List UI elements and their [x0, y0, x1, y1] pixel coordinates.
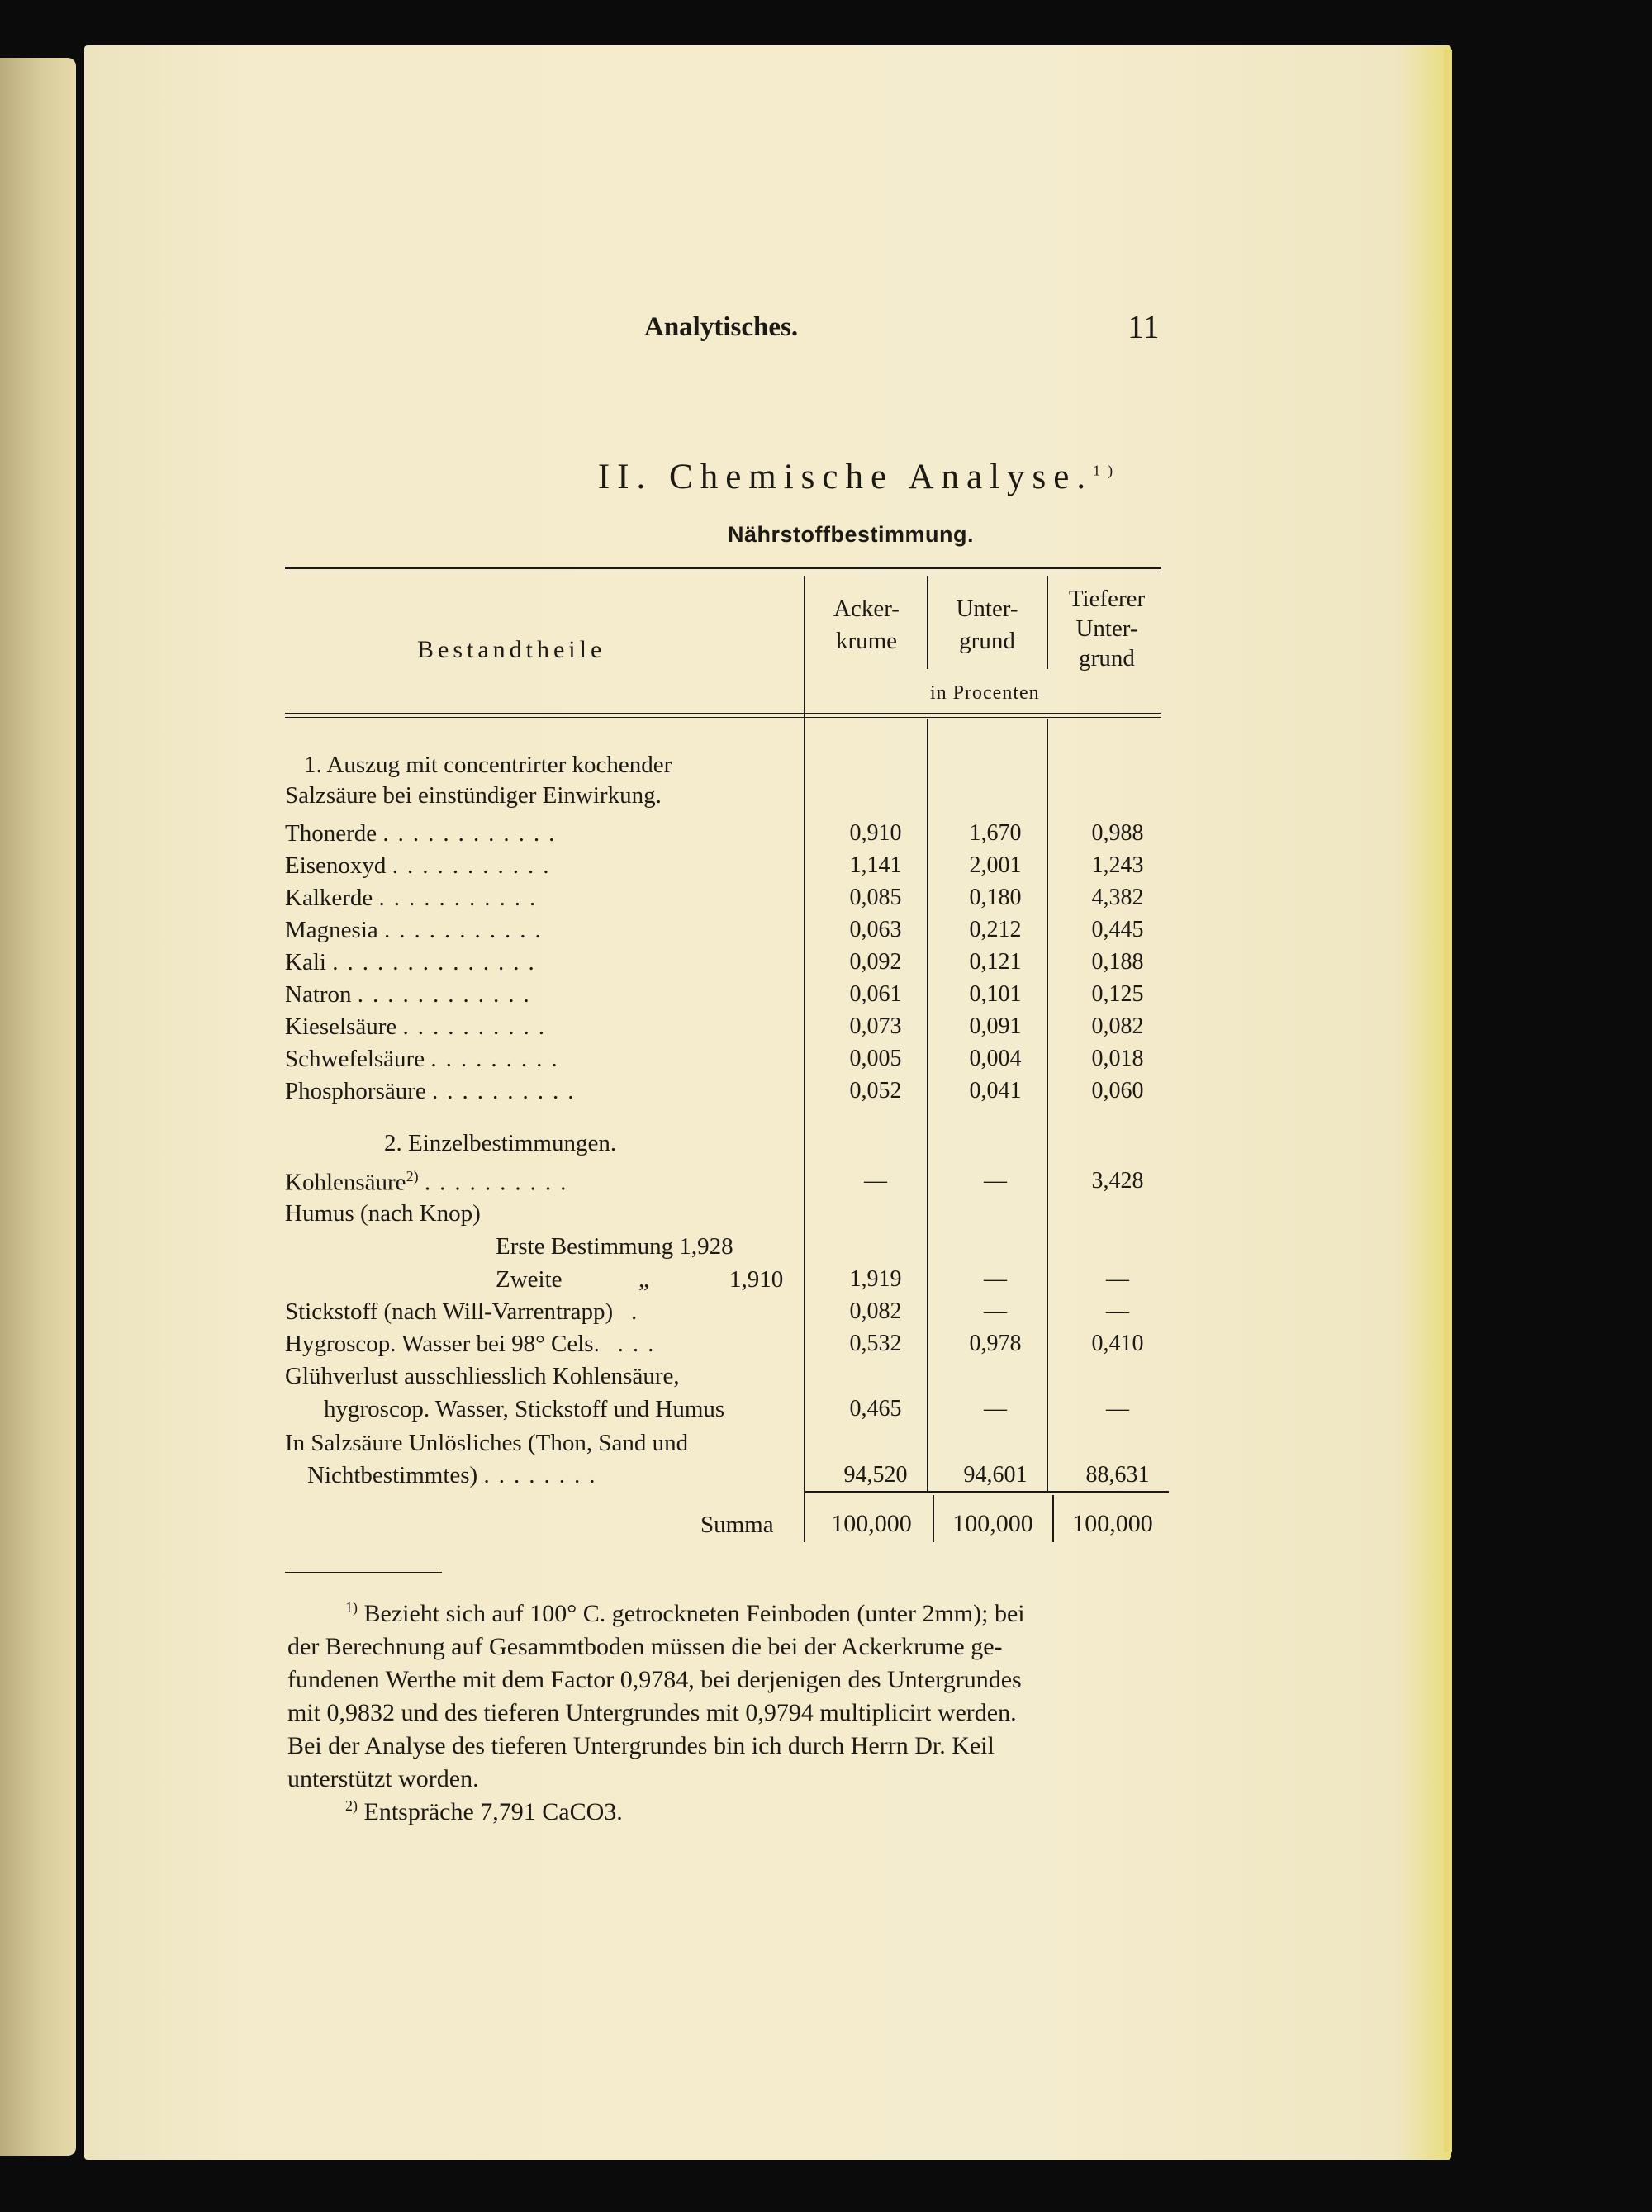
- table-cell: 0,988: [1091, 820, 1144, 846]
- table-cell: 1,141: [849, 852, 902, 878]
- table-cell: 0,910: [849, 820, 902, 846]
- table-cell: —: [1106, 1266, 1129, 1292]
- column-header-untergrund: Unter- grund: [956, 596, 1018, 654]
- table-row-label: Kohlensäure$^{2)}$ ..........: [285, 1168, 576, 1196]
- table-row-label: Hygroscop. Wasser bei 98° Cels. ...: [285, 1331, 663, 1357]
- table-row-label: Phosphorsäure ..........: [285, 1078, 583, 1104]
- table-cell: 1,243: [1091, 852, 1144, 878]
- table-cell: 0,212: [969, 917, 1022, 942]
- page-number: 11: [1127, 308, 1160, 345]
- summa-cell: 100,000: [952, 1510, 1033, 1537]
- table-cell: 0,121: [969, 949, 1022, 975]
- table-cell: 0,091: [969, 1013, 1022, 1039]
- summa-cell: 100,000: [1072, 1510, 1153, 1537]
- table-cell: —: [1106, 1298, 1129, 1324]
- column-divider-2-head: [1047, 576, 1048, 669]
- summa-label: Summa: [700, 1512, 774, 1538]
- table-row-label: Kali ..............: [285, 949, 544, 975]
- table-cell: 0,073: [849, 1013, 902, 1039]
- table-row-label: In Salzsäure Unlösliches (Thon, Sand und: [285, 1430, 689, 1456]
- table-row-label: Glühverlust ausschliesslich Kohlensäure,: [285, 1363, 680, 1389]
- table-cell: —: [1106, 1396, 1129, 1422]
- summa-divider-2: [1052, 1495, 1054, 1542]
- column-header-ackerkrume: Acker- krume: [833, 596, 900, 654]
- running-header-title: Analytisches.: [644, 312, 799, 342]
- table-cell: 0,445: [1091, 917, 1144, 942]
- table-cell: —: [984, 1266, 1007, 1292]
- table-cell: 0,465: [849, 1396, 902, 1422]
- summa-rule: [805, 1491, 1169, 1493]
- table-cell: —: [984, 1168, 1007, 1194]
- humus-second-label: Zweite: [496, 1266, 563, 1293]
- facing-page-edge: [0, 58, 76, 2156]
- table-row-label-cont: hygroscop. Wasser, Stickstoff und Humus: [324, 1396, 725, 1422]
- table-cell: 0,092: [849, 949, 902, 975]
- table-row-label: Schwefelsäure .........: [285, 1046, 567, 1072]
- humus-first-determination: Erste Bestimmung 1,928: [496, 1233, 733, 1260]
- table-cell: 94,601: [963, 1462, 1028, 1488]
- page-fore-edge: [1444, 50, 1452, 2152]
- table-row-label: Eisenoxyd ...........: [285, 852, 558, 879]
- group1-heading-line1: 1. Auszug mit concentrirter kochender: [304, 752, 672, 778]
- summa-cell: 100,000: [831, 1510, 912, 1537]
- footnote-rule: [285, 1572, 442, 1573]
- table-cell: 94,520: [843, 1462, 908, 1488]
- table-row-label-cont: Nichtbestimmtes) ........: [307, 1462, 605, 1488]
- table-cell: 0,410: [1091, 1331, 1144, 1356]
- table-cell: 2,001: [969, 852, 1022, 878]
- table-cell: 0,041: [969, 1078, 1022, 1104]
- table-row-label: Thonerde ............: [285, 820, 564, 847]
- table-row-label: Humus (nach Knop): [285, 1200, 481, 1227]
- table-cell: 0,085: [849, 885, 902, 910]
- table-cell: 3,428: [1091, 1168, 1144, 1194]
- table-row-label: Kalkerde ...........: [285, 885, 545, 911]
- summa-divider-1: [933, 1495, 934, 1542]
- humus-ditto-mark: „: [638, 1266, 649, 1293]
- table-cell: —: [864, 1168, 887, 1194]
- table-cell: 0,061: [849, 981, 902, 1007]
- table-row-label: Natron ............: [285, 981, 539, 1008]
- column-divider-1-head: [927, 576, 928, 669]
- table-cell: 0,180: [969, 885, 1022, 910]
- table-cell: 0,060: [1091, 1078, 1144, 1104]
- group1-heading-line2: Salzsäure bei einstündiger Einwirkung.: [285, 782, 662, 809]
- table-cell: 1,919: [849, 1266, 902, 1292]
- table-cell: 1,670: [969, 820, 1022, 846]
- section-title: II. Chemische Analyse.$^{1)}$: [597, 458, 1121, 496]
- table-top-rule: [285, 567, 1161, 569]
- column-divider-label: [804, 576, 805, 1542]
- group2-heading: 2. Einzelbestimmungen.: [384, 1130, 617, 1156]
- table-cell: 0,018: [1091, 1046, 1144, 1071]
- table-row-label: Kieselsäure ..........: [285, 1013, 554, 1040]
- table-cell: 88,631: [1085, 1462, 1150, 1488]
- table-cell: 0,978: [969, 1331, 1022, 1356]
- section-subtitle: Nährstoffbestimmung.: [727, 522, 974, 547]
- column-header-bestandtheile: Bestandtheile: [417, 636, 606, 663]
- table-cell: —: [984, 1396, 1007, 1422]
- table-cell: 0,005: [849, 1046, 902, 1071]
- footnote-1: $^{1)}$ Bezieht sich auf 100° C. getrockneten Feinboden (unter 2mm); bei der Berechnung auf Gesammtboden müssen die bei der Ackerkrume ge- fundenen Werthe mit dem Factor 0,9784, bei derjenigen des Untergrundes mit 0,9832 und des tieferen Untergrundes mit 0,9794 multiplicirt werden. Bei der Analyse des tieferen Untergrundes bin ich durch Herrn Dr. Keil unterstützt worden.: [287, 1599, 1025, 1792]
- table-cell: 0,004: [969, 1046, 1022, 1071]
- footnote-2: $^{2)}$ Entspräche 7,791 CaCO3.: [345, 1797, 623, 1825]
- table-header-rule-thin: [285, 717, 1161, 718]
- table-row-label: Stickstoff (nach Will-Varrentrapp) .: [285, 1298, 638, 1325]
- table-cell: 0,188: [1091, 949, 1144, 975]
- table-header-rule: [285, 713, 1161, 714]
- column-header-tieferer-untergrund: Tieferer Unter- grund: [1068, 586, 1146, 672]
- humus-second-value: 1,910: [729, 1266, 784, 1293]
- table-cell: 0,101: [969, 981, 1022, 1007]
- table-cell: 0,532: [849, 1331, 902, 1356]
- unit-label: in Procenten: [930, 682, 1040, 704]
- table-cell: —: [984, 1298, 1007, 1324]
- table-cell: 4,382: [1091, 885, 1144, 910]
- table-cell: 0,082: [1091, 1013, 1144, 1039]
- table-cell: 0,052: [849, 1078, 902, 1104]
- table-row-label: Magnesia ...........: [285, 917, 550, 943]
- table-cell: 0,125: [1091, 981, 1144, 1007]
- table-cell: 0,082: [849, 1298, 902, 1324]
- table-cell: 0,063: [849, 917, 902, 942]
